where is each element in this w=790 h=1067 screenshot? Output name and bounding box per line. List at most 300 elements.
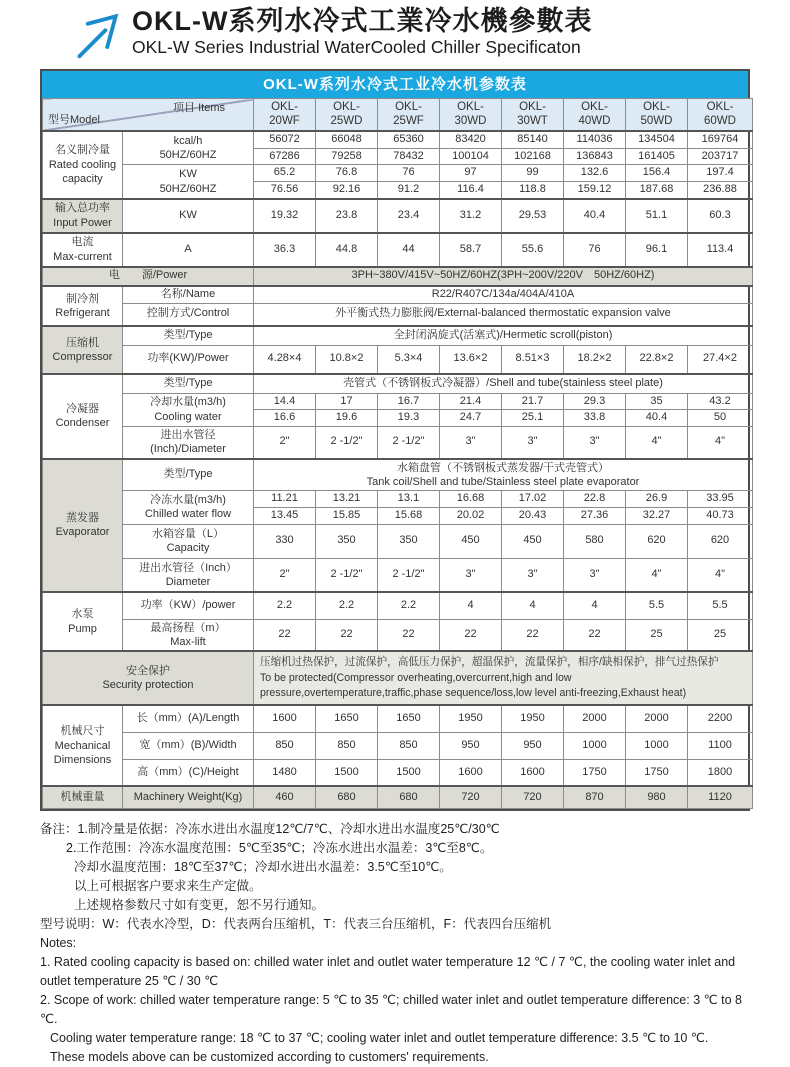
label-zh: 名义制冷量 [55,144,110,157]
note-line: Cooling water temperature range: 18 ℃ to 37 ℃; cooling water inlet and outlet temperature difference: 3.5 ℃ to 10 ℃. [50,1030,709,1045]
value-cell: 91.2 [378,182,440,199]
compressor-section-label [43,326,123,374]
value-cell: 100104 [440,148,502,165]
type-en: Tank coil/Shell and tube/Stainless steel plate evaporator [366,475,640,488]
max-current-unit: A [123,233,254,267]
value-cell: 330 [254,524,316,558]
label-zh: 压缩机 [66,336,99,349]
note-line: 上述规格参数尺寸如有变更，恕不另行通知。 [74,897,325,912]
value-cell: 2.2 [378,592,440,619]
value-cell: 2000 [626,705,688,732]
value-cell: 4.28×4 [254,345,316,374]
value-cell: 55.6 [502,233,564,267]
model-line2: 20WF [269,115,300,128]
value-cell: 76 [564,233,626,267]
value-cell: 3" [502,427,564,459]
value-cell: 36.3 [254,233,316,267]
value-cell: 720 [440,786,502,808]
value-cell: 16.68 [440,491,502,508]
refrigerant-name-item: 名称/Name [123,286,254,303]
security-label [43,651,254,705]
item-line2: Cooling water [154,410,222,423]
value-cell: 1600 [254,705,316,732]
value-cell: 13.21 [316,491,378,508]
note-line: 型号说明：W：代表水冷型，D：代表两台压缩机，T：代表三台压缩机，F：代表四台压缩机 [40,916,552,931]
model-header [502,99,564,131]
model-line1: OKL- [643,101,670,113]
value-cell: 66048 [316,131,378,148]
label-en: Compressor [52,351,113,363]
value-cell: 79258 [316,148,378,165]
value-cell: 1800 [688,759,753,786]
value-cell: 85140 [502,131,564,148]
value-cell: 13.1 [378,491,440,508]
value-cell: 97 [440,165,502,182]
value-cell: 13.6×2 [440,345,502,374]
value-cell: 27.36 [564,507,626,524]
value-cell: 22 [564,619,626,651]
label-en2: Dimensions [53,754,112,766]
value-cell: 8.51×3 [502,345,564,374]
label-zh: 冷凝器 [66,403,99,415]
label-en: Refrigerant [55,306,110,319]
security-en: To be protected(Compressor overheating,overcurrent,high and low pressure,overtemperature,traffic,phase sequence/loss,low level anti-freezing,Exhaust heat) [260,671,687,699]
model-header [316,99,378,131]
capacity-kcal-item [123,131,254,165]
value-cell: 850 [254,732,316,759]
note-line: 1. Rated cooling capacity is based on: chilled water inlet and outlet water temperature 12 ℃ / 7 ℃, the cooling water inlet and outlet temperature 25 ℃ / 30 ℃ [40,954,736,988]
value-cell: 4 [440,592,502,619]
model-header [564,99,626,131]
value-cell: 25 [688,619,753,651]
value-cell: 10.8×2 [316,345,378,374]
label-zh: 水泵 [71,608,94,621]
condenser-water-item [123,393,254,427]
value-cell: 197.4 [688,165,753,182]
value-cell: 1480 [254,759,316,786]
brand-arrow-icon [72,8,124,60]
value-cell: 4" [688,427,753,459]
item-line2: Max-lift [170,635,206,648]
value-cell: 19.6 [316,410,378,427]
value-cell: 4 [502,592,564,619]
capacity-kw-50hz-row [43,165,753,182]
page-title-zh: OKL-W系列水冷式工業冷水機參數表 [132,6,593,36]
value-cell: 1000 [564,732,626,759]
item-line2: 50HZ/60HZ [159,149,217,161]
value-cell: 76.8 [316,165,378,182]
pump-section-label [43,592,123,651]
value-cell: 134504 [626,131,688,148]
value-cell: 4" [626,558,688,592]
model-line2: 25WD [330,115,363,128]
value-cell: 67286 [254,148,316,165]
refrigerant-control-item: 控制方式/Control [123,303,254,326]
value-cell: 4" [626,427,688,459]
security-row [43,651,753,705]
note-line: 2. Scope of work: chilled water temperature range: 5 ℃ to 35 ℃; chilled water inlet and outlet temperature difference: 3 ℃ to 8 ℃. [40,992,742,1026]
value-cell: 16.6 [254,410,316,427]
value-cell: 25 [626,619,688,651]
model-header [378,99,440,131]
model-line2: 30WT [517,115,548,128]
value-cell: 3" [564,558,626,592]
item-line1: KW [179,168,197,181]
condenser-type-row [43,374,753,393]
note-line: 2.工作范围：冷冻水温度范围：5℃至35℃；冷冻水进出水温差：3℃至8℃。 [66,840,493,855]
evaporator-diameter-item [123,558,254,592]
value-cell: 92.16 [316,182,378,199]
security-value [254,651,753,705]
label-en: Pump [68,622,97,635]
value-cell: 680 [316,786,378,808]
item-line2: (Inch)/Diameter [150,443,226,456]
value-cell: 2000 [564,705,626,732]
dimensions-height-row [43,759,753,786]
model-line2: 30WD [454,115,487,128]
compressor-power-row [43,345,753,374]
model-line2: 40WD [578,115,611,128]
value-cell: 850 [316,732,378,759]
model-header [626,99,688,131]
value-cell: 44 [378,233,440,267]
model-line2: 60WD [704,115,736,128]
value-cell: 3" [440,558,502,592]
value-cell: 460 [254,786,316,808]
security-zh: 压缩机过热保护，过流保护，高低压力保护，超温保护，流量保护，相序/缺相保护，排气过热保护 [260,656,719,669]
value-cell: 116.4 [440,182,502,199]
value-cell: 113.4 [688,233,753,267]
value-cell: 76.56 [254,182,316,199]
value-cell: 19.32 [254,199,316,233]
weight-label-zh: 机械重量 [43,786,123,808]
value-cell: 136843 [564,148,626,165]
value-cell: 1600 [440,759,502,786]
spec-table-grid [42,98,753,809]
value-cell: 4 [564,592,626,619]
value-cell: 620 [688,524,753,558]
value-cell: 1500 [316,759,378,786]
value-cell: 22.8 [564,491,626,508]
value-cell: 50 [688,410,753,427]
label-en: Input Power [53,216,112,229]
dimensions-section-label [43,705,123,786]
value-cell: 65360 [378,131,440,148]
model-header [254,99,316,131]
value-cell: 13.45 [254,507,316,524]
refrigerant-name-value: R22/R407C/134a/404A/410A [254,286,753,303]
value-cell: 450 [502,524,564,558]
value-cell: 22 [254,619,316,651]
compressor-type-value: 全封闭涡旋式(活塞式)/Hermetic scroll(piston) [254,326,753,345]
value-cell: 2" [254,558,316,592]
refrigerant-section-label [43,286,123,326]
condenser-section-label [43,374,123,459]
notes-block [40,820,762,1067]
value-cell: 1650 [316,705,378,732]
note-line: 冷却水温度范围：18℃至37℃；冷却水进出水温差：3.5℃至10℃。 [74,859,452,874]
compressor-power-item: 功率(KW)/Power [123,345,254,374]
value-cell: 850 [378,732,440,759]
value-cell: 350 [316,524,378,558]
value-cell: 620 [626,524,688,558]
note-line: 备注：1.制冷量是依据：冷冻水进出水温度12℃/7℃、冷却水进出水温度25℃/30℃ [40,821,500,836]
evaporator-flow-item [123,491,254,525]
value-cell: 33.95 [688,491,753,508]
corner-model-label: 型号Model [48,114,100,126]
dimensions-width-item: 宽（mm）(B)/Width [123,732,254,759]
item-line1: kcal/h [173,134,203,147]
label-zh: 输入总功率 [55,202,110,215]
item-line1: 进出水管径（Inch） [139,561,237,574]
value-cell: 78432 [378,148,440,165]
value-cell: 17.02 [502,491,564,508]
compressor-type-item: 类型/Type [123,326,254,345]
item-line1: 进出水管径 [160,429,216,441]
evaporator-type-row [43,459,753,491]
value-cell: 132.6 [564,165,626,182]
value-cell: 169764 [688,131,753,148]
value-cell: 2 -1/2" [378,558,440,592]
value-cell: 156.4 [626,165,688,182]
max-current-label [43,233,123,267]
pump-lift-item [123,619,254,651]
value-cell: 44.8 [316,233,378,267]
capacity-section-label [43,131,123,199]
value-cell: 2.2 [316,592,378,619]
value-cell: 203717 [688,148,753,165]
value-cell: 23.4 [378,199,440,233]
value-cell: 118.8 [502,182,564,199]
value-cell: 159.12 [564,182,626,199]
value-cell: 1000 [626,732,688,759]
model-line1: OKL- [333,101,360,113]
item-line2: Diameter [165,575,211,588]
power-supply-label: 电 源/Power [43,267,254,286]
value-cell: 5.5 [626,592,688,619]
item-line1: 最高扬程（m） [150,621,226,634]
value-cell: 1750 [564,759,626,786]
power-supply-value: 3PH~380V/415V~50HZ/60HZ(3PH~200V/220V 50HZ/60HZ) [254,267,753,286]
value-cell: 22 [316,619,378,651]
value-cell: 102168 [502,148,564,165]
value-cell: 51.1 [626,199,688,233]
condenser-water-50hz-row [43,393,753,410]
evaporator-tank-row [43,524,753,558]
model-line2: 50WD [640,115,673,128]
label-en1: Mechanical [54,739,111,752]
note-line: 以上可根据客户要求来生产定做。 [74,878,262,893]
input-power-label [43,199,123,233]
value-cell: 4" [688,558,753,592]
max-current-row [43,233,753,267]
value-cell: 980 [626,786,688,808]
weight-label-en: Machinery Weight(Kg) [123,786,254,808]
value-cell: 18.2×2 [564,345,626,374]
dimensions-height-item: 高（mm）(C)/Height [123,759,254,786]
value-cell: 11.21 [254,491,316,508]
value-cell: 1650 [378,705,440,732]
value-cell: 29.3 [564,393,626,410]
refrigerant-control-row [43,303,753,326]
label-zh: 电流 [71,236,94,249]
value-cell: 40.4 [626,410,688,427]
value-cell: 580 [564,524,626,558]
weight-row [43,786,753,808]
value-cell: 1100 [688,732,753,759]
condenser-diameter-row [43,427,753,459]
value-cell: 83420 [440,131,502,148]
refrigerant-control-value: 外平衡式热力膨胀阀/External-balanced thermostatic expansion valve [254,303,753,326]
value-cell: 3" [440,427,502,459]
label-zh: 机械尺寸 [60,725,105,738]
model-line1: OKL- [395,101,422,113]
value-cell: 15.68 [378,507,440,524]
value-cell: 22 [502,619,564,651]
evaporator-type-item: 类型/Type [123,459,254,491]
evaporator-diameter-row [43,558,753,592]
page-title-en: OKL-W Series Industrial WaterCooled Chiller Specificaton [132,37,581,58]
value-cell: 40.73 [688,507,753,524]
value-cell: 2 -1/2" [316,427,378,459]
value-cell: 56072 [254,131,316,148]
input-power-row [43,199,753,233]
condenser-type-item: 类型/Type [123,374,254,393]
evaporator-type-value [254,459,753,491]
value-cell: 21.7 [502,393,564,410]
value-cell: 1950 [502,705,564,732]
value-cell: 1500 [378,759,440,786]
evaporator-flow-50hz-row [43,491,753,508]
capacity-kw-item [123,165,254,199]
value-cell: 99 [502,165,564,182]
label-zh: 蒸发器 [66,512,99,525]
value-cell: 23.8 [316,199,378,233]
label-en: Evaporator [55,526,110,539]
value-cell: 17 [316,393,378,410]
value-cell: 65.2 [254,165,316,182]
value-cell: 1600 [502,759,564,786]
value-cell: 31.2 [440,199,502,233]
model-line1: OKL- [519,101,546,113]
model-line1: OKL- [457,101,484,113]
condenser-diameter-item [123,427,254,459]
value-cell: 27.4×2 [688,345,753,374]
value-cell: 950 [440,732,502,759]
value-cell: 5.5 [688,592,753,619]
model-header [688,99,753,131]
value-cell: 29.53 [502,199,564,233]
item-line1: 冷冻水量(m3/h) [150,494,226,507]
value-cell: 25.1 [502,410,564,427]
value-cell: 1950 [440,705,502,732]
item-line2: 50HZ/60HZ [159,182,217,195]
pump-lift-row [43,619,753,651]
capacity-kcal-50hz-row [43,131,753,148]
value-cell: 161405 [626,148,688,165]
value-cell: 15.85 [316,507,378,524]
value-cell: 76 [378,165,440,182]
value-cell: 2200 [688,705,753,732]
model-line1: OKL- [271,101,298,113]
value-cell: 2" [254,427,316,459]
label-zh: 安全保护 [126,665,170,678]
pump-power-row [43,592,753,619]
value-cell: 20.02 [440,507,502,524]
model-header [440,99,502,131]
input-power-unit: KW [123,199,254,233]
compressor-type-row [43,326,753,345]
dimensions-length-item: 长（mm）(A)/Length [123,705,254,732]
value-cell: 950 [502,732,564,759]
value-cell: 58.7 [440,233,502,267]
corner-cell [43,99,254,131]
value-cell: 22 [440,619,502,651]
value-cell: 236.88 [688,182,753,199]
value-cell: 32.27 [626,507,688,524]
value-cell: 96.1 [626,233,688,267]
type-zh: 水箱盘管（不锈钢板式蒸发器/干式壳管式） [396,461,610,474]
item-line1: 冷却水量(m3/h) [150,396,226,409]
corner-items-label: 项目 Items [173,102,225,114]
value-cell: 19.3 [378,410,440,427]
model-line1: OKL- [706,101,734,113]
value-cell: 35 [626,393,688,410]
value-cell: 2 -1/2" [316,558,378,592]
value-cell: 20.43 [502,507,564,524]
spec-table [40,69,750,811]
value-cell: 60.3 [688,199,753,233]
value-cell: 14.4 [254,393,316,410]
value-cell: 187.68 [626,182,688,199]
refrigerant-name-row [43,286,753,303]
value-cell: 1120 [688,786,753,808]
value-cell: 33.8 [564,410,626,427]
dimensions-length-row [43,705,753,732]
label-en: Condenser [55,417,110,430]
value-cell: 43.2 [688,393,753,410]
label-en: Security protection [102,679,194,692]
table-header-row [43,99,753,131]
note-line: These models above can be customized according to customers' requirements. [50,1049,489,1064]
value-cell: 680 [378,786,440,808]
item-line2: Chilled water flow [144,508,232,521]
label-en: Rated cooling capacity [48,158,117,185]
value-cell: 24.7 [440,410,502,427]
value-cell: 22.8×2 [626,345,688,374]
power-supply-row [43,267,753,286]
model-line1: OKL- [581,101,608,113]
note-line: Notes: [40,935,77,950]
pump-power-item: 功率（KW）/power [123,592,254,619]
value-cell: 1750 [626,759,688,786]
label-zh: 制冷剂 [66,292,99,305]
value-cell: 26.9 [626,491,688,508]
value-cell: 870 [564,786,626,808]
value-cell: 16.7 [378,393,440,410]
model-line2: 25WF [393,115,424,128]
value-cell: 450 [440,524,502,558]
value-cell: 720 [502,786,564,808]
evaporator-section-label [43,459,123,593]
value-cell: 2.2 [254,592,316,619]
value-cell: 3" [502,558,564,592]
value-cell: 350 [378,524,440,558]
item-line2: Capacity [166,542,210,555]
dimensions-width-row [43,732,753,759]
value-cell: 3" [564,427,626,459]
value-cell: 114036 [564,131,626,148]
